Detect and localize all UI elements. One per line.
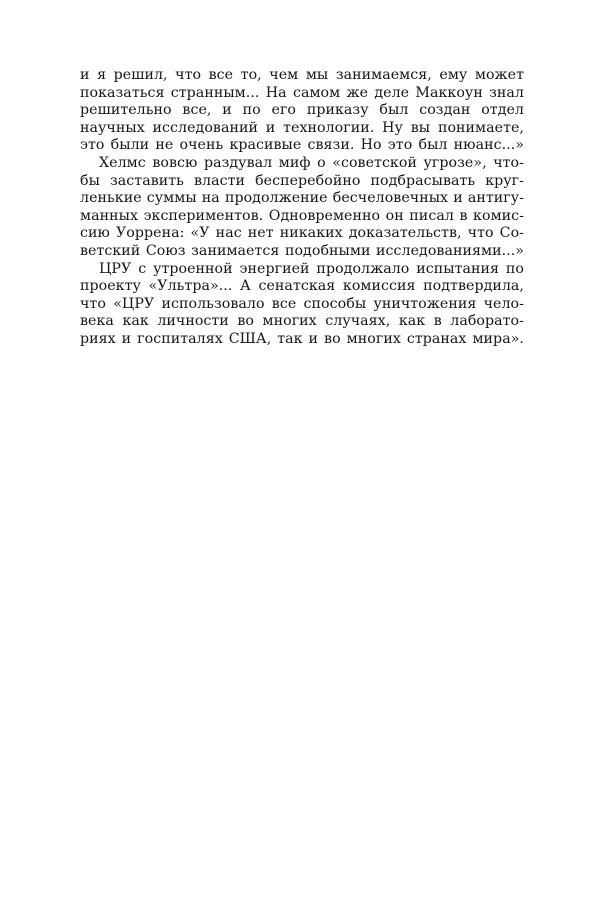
paragraph-2 — [80, 155, 524, 261]
paragraph-1 — [80, 67, 524, 155]
text-line: это были не очень красивые связи. Но это был нюанс...» — [80, 137, 524, 154]
page-body-text — [80, 67, 524, 349]
paragraph-3 — [80, 261, 524, 349]
text-line: научных исследований и технологии. Ну вы понимаете, — [80, 119, 524, 136]
text-line: бы заставить власти бесперебойно подбрасывать круг- — [80, 172, 524, 189]
text-line: сию Уоррена: «У нас нет никаких доказательств, что Со- — [80, 225, 524, 242]
text-line: и я решил, что все то, чем мы занимаемся, ему может — [80, 67, 524, 83]
text-line: ленькие суммы на продолжение бесчеловечных и антигу- — [80, 190, 524, 207]
text-line: века как личности во многих случаях, как в лаборато- — [80, 313, 524, 330]
text-line: решительно все, и по его приказу был создан отдел — [80, 102, 524, 119]
text-line: риях и госпиталях США, так и во многих странах мира». — [80, 330, 524, 347]
text-line: ЦРУ с утроенной энергией продолжало испытания по — [99, 260, 524, 277]
text-line: Хелмс вовсю раздувал миф о «советской угрозе», что- — [99, 154, 524, 171]
text-line: проекту «Ультра»... А сенатская комиссия подтвердила, — [80, 278, 524, 295]
text-line: манных экспериментов. Одновременно он писал в комис- — [80, 207, 524, 224]
text-line: показаться странным... На самом же деле Маккоун знал — [80, 84, 524, 101]
text-line: ветский Союз занимается подобными исследованиями...» — [80, 242, 524, 259]
text-line: что «ЦРУ использовало все способы уничтожения чело- — [80, 295, 524, 312]
